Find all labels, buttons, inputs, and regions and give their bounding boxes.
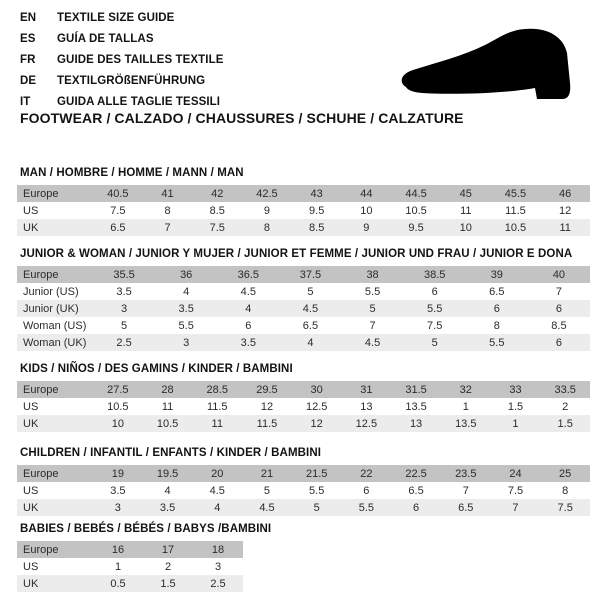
size-value-cell: 13.5 — [405, 400, 427, 413]
size-value-cell: 30 — [310, 383, 323, 396]
size-value-cell: 16 — [111, 543, 125, 556]
size-value-cell: 7.5 — [507, 484, 524, 497]
size-value-cell: 7 — [369, 319, 376, 332]
row-label: Europe — [23, 187, 59, 200]
size-value-cell: 31.5 — [405, 383, 427, 396]
table-row — [17, 300, 590, 317]
size-value-cell: 5 — [121, 319, 128, 332]
size-value-cell: 12 — [310, 417, 323, 430]
size-value-cell: 3 — [114, 501, 121, 514]
section-junior-woman — [17, 248, 590, 351]
size-value-cell: 5.5 — [309, 484, 325, 497]
size-value-cell: 11.5 — [206, 400, 228, 413]
size-value-cell: 11 — [161, 400, 174, 413]
size-value-cell: 3.5 — [178, 302, 194, 315]
size-value-cell: 10.5 — [107, 400, 129, 413]
size-value-cell: 10.5 — [156, 417, 179, 430]
row-label: US — [23, 560, 39, 573]
size-value-cell: 36 — [180, 268, 193, 281]
language-row — [20, 70, 224, 91]
size-value-cell: 7.5 — [209, 221, 225, 234]
size-value-cell: 3.5 — [240, 336, 256, 349]
size-value-cell: 39 — [490, 268, 503, 281]
table-header-row — [17, 541, 243, 558]
table-header-row — [17, 465, 590, 482]
size-value-cell: 1 — [114, 560, 122, 573]
size-value-cell: 22.5 — [405, 467, 427, 480]
size-value-cell: 4 — [214, 501, 221, 514]
size-value-cell: 24 — [509, 467, 522, 480]
language-row — [20, 91, 224, 112]
size-table-babies — [17, 541, 243, 592]
size-value-cell: 40.5 — [107, 187, 129, 200]
size-value-cell: 13 — [409, 417, 423, 430]
language-label: GUIDA ALLE TAGLIE TESSILI — [57, 95, 221, 108]
size-value-cell: 3 — [214, 560, 222, 573]
row-label: US — [23, 204, 39, 217]
size-value-cell: 10 — [459, 221, 472, 234]
size-value-cell: 5.5 — [178, 319, 194, 332]
size-value-cell: 9.5 — [408, 221, 424, 234]
section-title: BABIES / BEBÉS / BÉBÉS / BABYS /BAMBINI — [20, 523, 272, 535]
size-value-cell: 29.5 — [256, 383, 278, 396]
size-value-cell: 6.5 — [110, 221, 126, 234]
size-value-cell: 5 — [313, 501, 320, 514]
size-value-cell: 46 — [559, 187, 572, 200]
size-value-cell: 1 — [462, 400, 469, 413]
row-label: Junior (UK) — [23, 302, 79, 315]
size-value-cell: 7.5 — [557, 501, 573, 514]
table-row — [17, 415, 590, 432]
row-label: Woman (UK) — [23, 336, 87, 349]
size-value-cell: 5.5 — [489, 336, 505, 349]
language-code: FR — [20, 53, 36, 66]
size-value-cell: 8.5 — [209, 204, 225, 217]
size-value-cell: 12 — [260, 400, 274, 413]
table-row — [17, 398, 590, 415]
size-value-cell: 1.5 — [160, 577, 176, 590]
table-header-row — [17, 381, 590, 398]
size-value-cell: 9.5 — [309, 204, 325, 217]
size-value-cell: 21.5 — [305, 467, 328, 480]
size-value-cell: 6 — [555, 336, 562, 349]
table-header-row — [17, 266, 590, 283]
row-label: US — [23, 400, 39, 413]
size-value-cell: 33.5 — [554, 383, 576, 396]
size-table-children — [17, 465, 590, 516]
row-label: UK — [23, 221, 39, 234]
language-code: EN — [20, 11, 37, 24]
size-value-cell: 4 — [307, 336, 314, 349]
language-label: GUÍA DE TALLAS — [57, 32, 154, 45]
size-value-cell: 2.5 — [210, 577, 226, 590]
table-row — [17, 317, 590, 334]
size-value-cell: 6.5 — [458, 501, 474, 514]
language-code: ES — [20, 32, 36, 45]
size-value-cell: 8 — [562, 484, 569, 497]
size-value-cell: 2 — [164, 560, 172, 573]
table-row — [17, 558, 243, 575]
size-value-cell: 17 — [161, 543, 175, 556]
size-value-cell: 1 — [512, 417, 519, 430]
row-label: Europe — [23, 543, 59, 556]
row-label: Woman (US) — [23, 319, 87, 332]
table-row — [17, 219, 590, 236]
size-value-cell: 12 — [559, 204, 572, 217]
row-label: Junior (US) — [23, 285, 79, 298]
size-value-cell: 13 — [360, 400, 373, 413]
size-value-cell: 4 — [164, 484, 171, 497]
size-value-cell: 42 — [211, 187, 224, 200]
size-value-cell: 22 — [360, 467, 373, 480]
size-value-cell: 6 — [493, 302, 500, 315]
size-value-cell: 5 — [307, 285, 314, 298]
size-value-cell: 6.5 — [489, 285, 505, 298]
size-value-cell: 36.5 — [237, 268, 260, 281]
size-value-cell: 41 — [161, 187, 174, 200]
size-value-cell: 7 — [512, 501, 519, 514]
size-value-cell: 7 — [462, 484, 469, 497]
size-value-cell: 12.5 — [355, 417, 378, 430]
section-title: JUNIOR & WOMAN / JUNIOR Y MUJER / JUNIOR ET FEMME / JUNIOR UND FRAU / JUNIOR E DONA — [20, 248, 573, 260]
size-value-cell: 13.5 — [455, 417, 477, 430]
size-value-cell: 12.5 — [305, 400, 328, 413]
size-value-cell: 7.5 — [110, 204, 126, 217]
language-label: TEXTILGRÖßENFÜHRUNG — [57, 74, 206, 87]
size-value-cell: 11.5 — [505, 204, 526, 217]
size-value-cell: 27.5 — [107, 383, 129, 396]
size-value-cell: 6.5 — [302, 319, 319, 332]
section-title: KIDS / NIÑOS / DES GAMINS / KINDER / BAMBINI — [20, 363, 293, 375]
size-value-cell: 33 — [509, 383, 522, 396]
size-value-cell: 32 — [459, 383, 472, 396]
size-value-cell: 3 — [183, 336, 190, 349]
row-label: Europe — [23, 467, 59, 480]
size-value-cell: 8 — [164, 204, 171, 217]
size-value-cell: 45 — [459, 187, 472, 200]
language-code: IT — [20, 95, 31, 108]
size-value-cell: 11 — [559, 221, 571, 234]
size-value-cell: 6 — [555, 302, 562, 315]
table-row — [17, 283, 590, 300]
size-value-cell: 45.5 — [504, 187, 527, 200]
category-title: FOOTWEAR / CALZADO / CHAUSSURES / SCHUHE / CALZATURE — [20, 110, 464, 126]
size-value-cell: 25 — [559, 467, 572, 480]
language-row — [20, 49, 224, 70]
table-row — [17, 202, 590, 219]
size-value-cell: 23.5 — [455, 467, 477, 480]
size-value-cell: 5 — [369, 302, 376, 315]
size-value-cell: 11.5 — [256, 417, 278, 430]
row-label: UK — [23, 501, 39, 514]
size-value-cell: 6 — [413, 501, 420, 514]
section-title: MAN / HOMBRE / HOMME / MANN / MAN — [20, 167, 244, 179]
table-row — [17, 575, 243, 592]
size-value-cell: 7.5 — [427, 319, 443, 332]
size-value-cell: 19.5 — [156, 467, 179, 480]
size-value-cell: 18 — [211, 543, 225, 556]
size-value-cell: 5.5 — [427, 302, 443, 315]
size-value-cell: 3.5 — [116, 285, 132, 298]
size-table-man — [17, 185, 590, 236]
size-value-cell: 5 — [431, 336, 438, 349]
table-row — [17, 482, 590, 499]
size-value-cell: 5 — [263, 484, 271, 497]
size-value-cell: 4.5 — [209, 484, 225, 497]
size-value-cell: 40 — [552, 268, 566, 281]
size-value-cell: 6 — [245, 319, 252, 332]
size-value-cell: 8 — [493, 319, 500, 332]
row-label: UK — [23, 417, 39, 430]
size-value-cell: 21 — [260, 467, 274, 480]
size-value-cell: 8.5 — [309, 221, 325, 234]
language-code: DE — [20, 74, 37, 87]
size-value-cell: 1.5 — [507, 400, 524, 413]
size-value-cell: 31 — [360, 383, 373, 396]
size-value-cell: 1.5 — [557, 417, 573, 430]
size-value-cell: 4.5 — [302, 302, 319, 315]
size-value-cell: 8.5 — [551, 319, 567, 332]
size-value-cell: 4 — [245, 302, 252, 315]
size-value-cell: 0.5 — [110, 577, 126, 590]
table-header-row — [17, 185, 590, 202]
size-value-cell: 8 — [263, 221, 271, 234]
size-value-cell: 6 — [363, 484, 370, 497]
size-value-cell: 5.5 — [358, 501, 375, 514]
size-value-cell: 3.5 — [110, 484, 126, 497]
table-row — [17, 499, 590, 516]
size-value-cell: 10 — [360, 204, 373, 217]
size-value-cell: 19 — [111, 467, 124, 480]
size-value-cell: 4 — [183, 285, 190, 298]
section-title: CHILDREN / INFANTIL / ENFANTS / KINDER / BAMBINI — [20, 447, 322, 459]
size-value-cell: 7 — [555, 285, 562, 298]
size-value-cell: 4.5 — [259, 501, 275, 514]
language-row — [20, 7, 224, 28]
size-value-cell: 10.5 — [405, 204, 427, 217]
size-value-cell: 42.5 — [256, 187, 278, 200]
size-value-cell: 9 — [263, 204, 271, 217]
size-value-cell: 6 — [431, 285, 438, 298]
language-label: TEXTILE SIZE GUIDE — [57, 11, 175, 24]
size-value-cell: 10.5 — [504, 221, 527, 234]
section-kids — [17, 363, 590, 432]
section-children — [17, 447, 590, 516]
size-value-cell: 35.5 — [113, 268, 135, 281]
size-value-cell: 38 — [366, 268, 379, 281]
row-label: Europe — [23, 383, 59, 396]
size-value-cell: 4.5 — [240, 285, 256, 298]
size-value-cell: 3.5 — [159, 501, 176, 514]
size-value-cell: 2.5 — [116, 336, 132, 349]
size-value-cell: 37.5 — [299, 268, 322, 281]
size-value-cell: 20 — [211, 467, 224, 480]
section-babies — [17, 523, 590, 592]
row-label: UK — [23, 577, 39, 590]
size-value-cell: 44 — [360, 187, 373, 200]
language-label: GUIDE DES TAILLES TEXTILE — [57, 53, 224, 66]
language-row — [20, 28, 224, 49]
size-table-kids — [17, 381, 590, 432]
size-value-cell: 2 — [562, 400, 569, 413]
section-man — [17, 167, 590, 236]
size-value-cell: 9 — [363, 221, 370, 234]
size-value-cell: 11 — [211, 417, 223, 430]
size-value-cell: 4.5 — [364, 336, 381, 349]
row-label: Europe — [23, 268, 59, 281]
size-table-junior-woman — [17, 266, 590, 351]
size-value-cell: 3 — [121, 302, 128, 315]
size-value-cell: 44.5 — [405, 187, 427, 200]
size-value-cell: 6.5 — [408, 484, 424, 497]
size-value-cell: 43 — [310, 187, 323, 200]
row-label: US — [23, 484, 39, 497]
size-value-cell: 28.5 — [206, 383, 228, 396]
size-value-cell: 11 — [460, 204, 472, 217]
language-header — [20, 7, 224, 112]
size-value-cell: 10 — [111, 417, 124, 430]
size-value-cell: 5.5 — [364, 285, 381, 298]
size-value-cell: 38.5 — [423, 268, 446, 281]
table-row — [17, 334, 590, 351]
shoe-icon — [396, 26, 594, 108]
size-value-cell: 28 — [161, 383, 174, 396]
size-value-cell: 7 — [164, 221, 171, 234]
